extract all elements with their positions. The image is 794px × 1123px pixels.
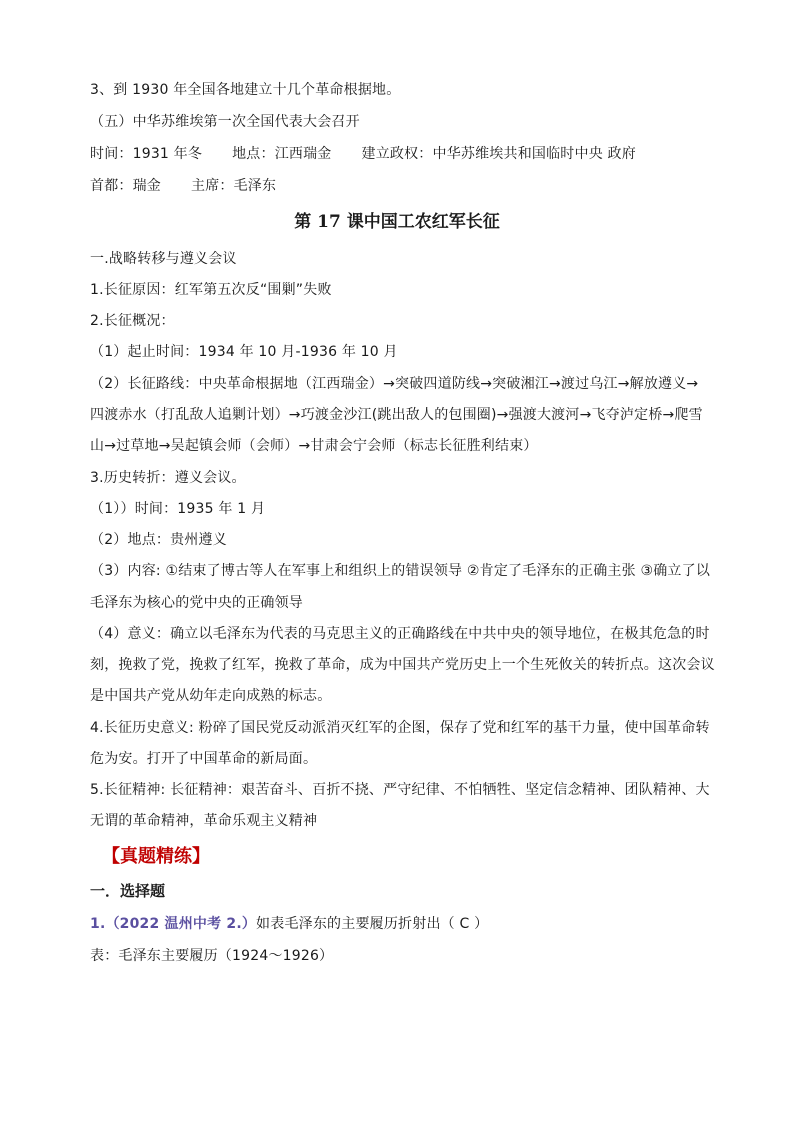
- question-1: [90, 914, 488, 934]
- text-line: （2）地点：贵州遵义: [90, 532, 227, 548]
- text-line: 毛泽东为核心的党中央的正确领导: [90, 595, 303, 611]
- section-heading-congress: （五）中华苏维埃第一次全国代表大会召开: [90, 114, 360, 130]
- section-heading: 一.战略转移与遵义会议: [90, 251, 237, 267]
- text-line: 刻，挽救了党，挽救了红军，挽救了革命，成为中国共产党历史上一个生死攸关的转折点。这次会议: [90, 657, 715, 673]
- lesson-title: 第 17 课中国工农红军长征: [294, 212, 500, 232]
- capital: 首都：瑞金: [90, 178, 161, 194]
- question-source: 1.（2022 温州中考 2.）: [90, 916, 257, 932]
- text-line: （4）意义：确立以毛泽东为代表的马克思主义的正确路线在中共中央的领导地位，在极其危急的时: [90, 626, 710, 642]
- question-text: 如表毛泽东的主要履历折射出（ C ）: [256, 916, 489, 932]
- text-line: 四渡赤水（打乱敌人追剿计划）→巧渡金沙江(跳出敌人的包围圈)→强渡大渡河→飞夺泸定桥→爬雪: [90, 407, 703, 423]
- text-line: 2.长征概况：: [90, 313, 175, 329]
- text-line: 3、到 1930 年全国各地建立十几个革命根据地。: [90, 82, 401, 98]
- text-line: 危为安。打开了中国革命的新局面。: [90, 751, 318, 767]
- text-line: 无谓的革命精神，革命乐观主义精神: [90, 813, 318, 829]
- chairman: 主席：毛泽东: [191, 178, 277, 194]
- text-line: （3）内容: ①结束了博古等人在军事上和组织上的错误领导 ②肯定了毛泽东的正确主张 ③确立了以: [90, 563, 711, 579]
- congress-place: 地点：江西瑞金: [232, 146, 332, 162]
- question-type-heading: 一．选择题: [90, 882, 166, 900]
- congress-regime: 建立政权：中华苏维埃共和国临时中央 政府: [361, 146, 636, 162]
- text-line: [90, 144, 636, 164]
- practice-heading: 【真题精练】: [102, 846, 210, 867]
- text-line: 是中国共产党从幼年走向成熟的标志。: [90, 688, 332, 704]
- text-line: 4.长征历史意义: 粉碎了国民党反动派消灭红军的企图，保存了党和红军的基干力量，使中国革命转: [90, 720, 710, 736]
- text-line: 山→过草地→吴起镇会师（会师）→甘肃会宁会师（标志长征胜利结束）: [90, 438, 538, 454]
- text-line: [90, 176, 276, 196]
- text-line: 5.长征精神: 长征精神：艰苦奋斗、百折不挠、严守纪律、不怕牺牲、坚定信念精神、团队精神、大: [90, 782, 710, 798]
- text-line: 1.长征原因：红军第五次反“围剿”失败: [90, 282, 332, 298]
- congress-time: 时间：1931 年冬: [90, 146, 203, 162]
- text-line: （1））时间：1935 年 1 月: [90, 501, 266, 517]
- text-line: 3.历史转折：遵义会议。: [90, 470, 246, 486]
- text-line: （2）长征路线：中央革命根据地（江西瑞金）→突破四道防线→突破湘江→渡过乌江→解放遵义→: [90, 376, 699, 392]
- text-line: （1）起止时间：1934 年 10 月-1936 年 10 月: [90, 344, 398, 360]
- table-caption: 表：毛泽东主要履历（1924～1926）: [90, 948, 334, 964]
